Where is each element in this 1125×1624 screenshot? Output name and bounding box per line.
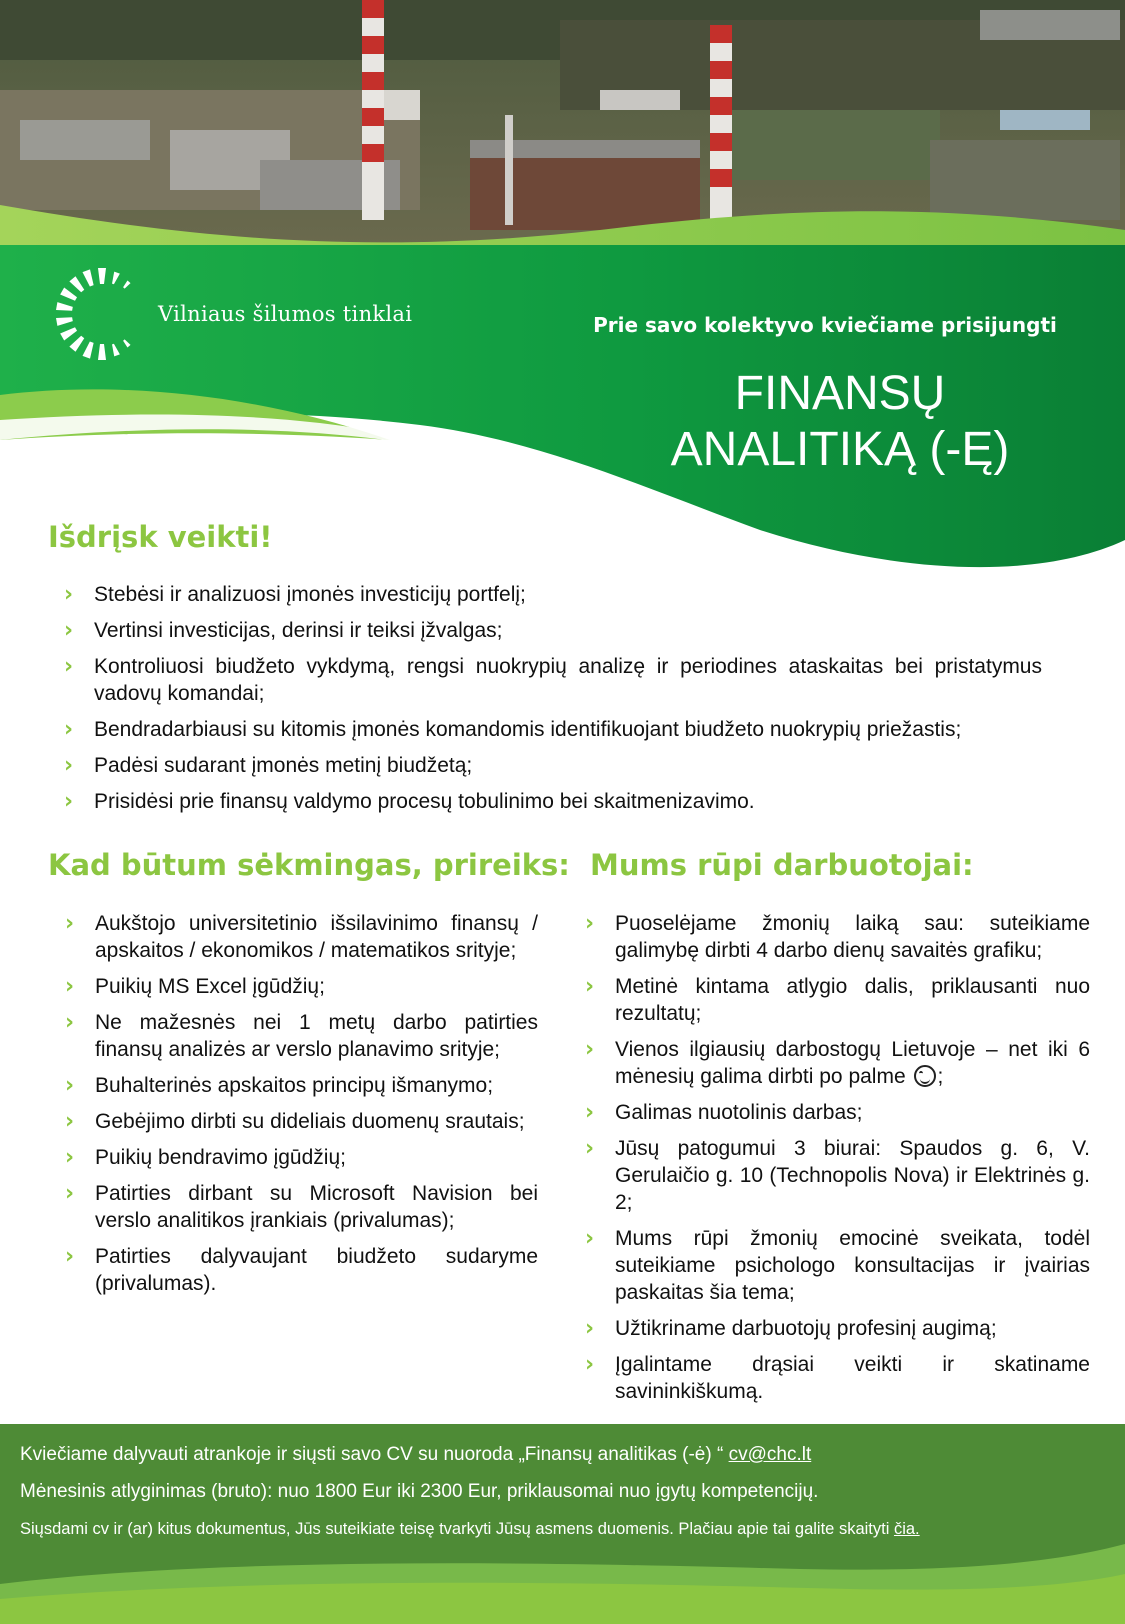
apply-line: Kviečiame dalyvauti atrankoje ir siųsti savo CV su nuoroda „Finansų analitikas (-ė) “ cv@chc.lt [20,1444,812,1465]
smiling-face-icon [914,1065,936,1087]
job-title-line2: ANALITIKĄ (-Ę) [670,423,1010,476]
chevron-right-icon: › [64,654,74,679]
list-item: › Jūsų patogumui 3 biurai: Spaudos g. 6, V. Gerulaičio g. 10 (Technopolis Nova) ir Elektrinės g. 2; [585,1136,1090,1214]
salary-line: Mėnesinis atlyginimas (bruto): nuo 1800 Eur iki 2300 Eur, priklausomai nuo įgytų kompetencijų. [20,1481,819,1502]
list-item: › Užtikriname darbuotojų profesinį augimą; [585,1316,997,1341]
list-item: › Prisidėsi prie finansų valdymo procesų tobulinimo bei skaitmenizavimo. [64,789,755,814]
chevron-right-icon: › [64,717,74,742]
chevron-right-icon: › [65,1145,75,1170]
list-item: › Stebėsi ir analizuosi įmonės investicijų portfelį; [64,582,526,607]
privacy-line: Siųsdami cv ir (ar) kitus dokumentus, Jūs suteikiate teisę tvarkyti Jūsų asmens duomenis. Plačiau apie tai galite skaityti čia. [20,1520,920,1538]
chevron-right-icon: › [585,1136,595,1161]
footer-wave [0,1544,1125,1624]
chevron-right-icon: › [585,974,595,999]
list-item: › Patirties dalyvaujant biudžeto sudaryme (privalumas). [65,1244,538,1295]
list-item: › Mums rūpi žmonių emocinė sveikata, todėl suteikiame psichologo konsultacijas ir įvairias paskaitas šia tema; [585,1226,1090,1304]
list-item: › Ne mažesnės nei 1 metų darbo patirties finansų analizės ar verslo planavimo srityje; [65,1010,538,1061]
chevron-right-icon: › [65,1073,75,1098]
chevron-right-icon: › [585,1037,595,1062]
brand-logo [54,264,412,364]
list-item: › Metinė kintama atlygio dalis, priklausanti nuo rezultatų; [585,974,1090,1025]
footer [0,1424,1125,1624]
list-item: › Kontroliuosi biudžeto vykdymą, rengsi nuokrypių analizę ir periodines ataskaitas bei pristatymus vadovų komandai; [64,654,1042,705]
chevron-right-icon: › [65,1181,75,1206]
chevron-right-icon: › [585,1316,595,1341]
job-title [560,366,1120,478]
invite-line: Prie savo kolektyvo kviečiame prisijungti [593,313,1057,337]
chevron-right-icon: › [64,582,74,607]
chevron-right-icon: › [65,1109,75,1134]
chevron-right-icon: › [585,1352,595,1377]
list-item: › Bendradarbiausi su kitomis įmonės komandomis identifikuojant biudžeto nuokrypių priežastis; [64,717,962,742]
privacy-link[interactable]: čia. [893,1520,920,1538]
chevron-right-icon: › [64,618,74,643]
list-item: › Patirties dirbant su Microsoft Navision bei verslo analitikos įrankiais (privalumas); [65,1181,538,1232]
list-item: › Aukštojo universitetinio išsilavinimo finansų / apskaitos / ekonomikos / matematikos srityje; [65,911,538,962]
list-item: › Puoselėjame žmonių laiką sau: suteikiame galimybę dirbti 4 darbo dienų savaitės grafiku; [585,911,1090,962]
list-item: › Galimas nuotolinis darbas; [585,1100,863,1125]
list-item: › Padėsi sudarant įmonės metinį biudžetą; [64,753,473,778]
list-item: › Įgalintame drąsiai veikti ir skatiname savininkiškumą. [585,1352,1090,1403]
list-item: › Puikių MS Excel įgūdžių; [65,974,325,999]
chevron-right-icon: › [65,1244,75,1269]
job-title-line1: FINANSŲ [734,367,946,420]
requirements-list [65,910,538,1306]
chimney-right [710,25,732,225]
chevron-right-icon: › [64,753,74,778]
chimney-left [362,0,384,220]
list-item: › Gebėjimo dirbti su dideliais duomenų srautais; [65,1109,525,1134]
chevron-right-icon: › [64,789,74,814]
sun-rays-logo-icon [54,264,150,364]
responsibilities-list [64,581,1042,824]
chevron-right-icon: › [65,974,75,999]
section-heading-requirements: Kad būtum sėkmingas, prireiks: [48,848,570,882]
section-heading-benefits: Mums rūpi darbuotojai: [590,848,974,882]
list-item: › Vertinsi investicijas, derinsi ir teiksi įžvalgas; [64,618,503,643]
email-link[interactable]: cv@chc.lt [728,1444,812,1465]
chevron-right-icon: › [585,1100,595,1125]
chevron-right-icon: › [585,1226,595,1251]
industrial-photo [0,0,1125,250]
benefits-list [585,910,1090,1414]
chevron-right-icon: › [585,911,595,936]
chevron-right-icon: › [65,1010,75,1035]
list-item: › Vienos ilgiausių darbostogų Lietuvoje – net iki 6 mėnesių galima dirbti po palme ; [585,1037,1090,1088]
brand-name: Vilniaus šilumos tinklai [158,302,413,326]
section-heading-act: Išdrįsk veikti! [48,520,273,554]
list-item: › Puikių bendravimo įgūdžių; [65,1145,346,1170]
list-item: › Buhalterinės apskaitos principų išmanymo; [65,1073,494,1098]
chevron-right-icon: › [65,911,75,936]
